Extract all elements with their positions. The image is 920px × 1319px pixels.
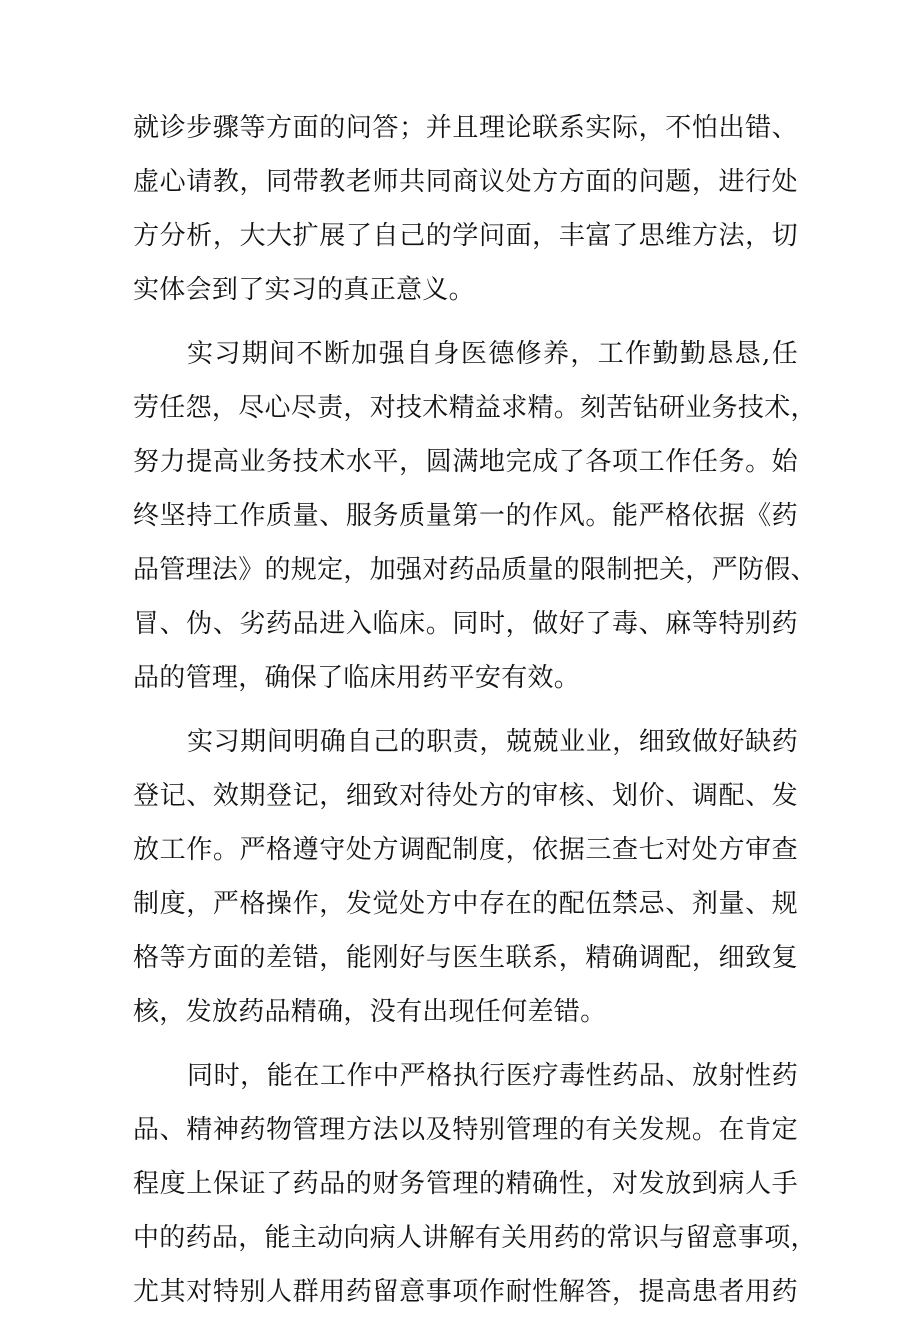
text-line: 尤其对特别人群用药留意事项作耐性解答，提高患者用药 [133,1277,798,1307]
paragraph-4 [133,1049,817,1319]
text-line: 劳任怨，尽心尽责，对技术精益求精。刻苦钻研业务技术， [133,393,817,423]
text-line: 制度，严格操作，发觉处方中存在的配伍禁忌、剂量、规 [133,889,798,919]
paragraph-3 [133,715,798,1039]
text-line: 实习期间明确自己的职责，兢兢业业，细致做好缺药 [187,727,798,757]
text-line: 方分析，大大扩展了自己的学问面，丰富了思维方法，切 [133,221,798,251]
document-body [133,101,817,1319]
text-line: 实习期间不断加强自身医德修养，工作勤勤恳恳,任 [187,339,798,369]
text-line: 同时，能在工作中严格执行医疗毒性药品、放射性药 [187,1061,798,1091]
text-line: 品、精神药物管理方法以及特别管理的有关发规。在肯定 [133,1115,798,1145]
text-line: 就诊步骤等方面的问答；并且理论联系实际，不怕出错、 [133,113,798,143]
text-line: 虚心请教，同带教老师共同商议处方方面的问题，进行处 [133,167,798,197]
text-line: 程度上保证了药品的财务管理的精确性，对发放到病人手 [133,1169,798,1199]
text-line: 实体会到了实习的真正意义。 [133,275,475,305]
text-line: 核，发放药品精确，没有出现任何差错。 [133,997,607,1027]
text-line: 品管理法》的规定，加强对药品质量的限制把关，严防假、 [133,555,817,585]
text-line: 中的药品，能主动向病人讲解有关用药的常识与留意事项， [133,1223,817,1253]
text-line: 放工作。严格遵守处方调配制度，依据三查七对处方审查 [133,835,798,865]
text-line: 努力提高业务技术水平，圆满地完成了各项工作任务。始 [133,447,798,477]
text-line: 品的管理，确保了临床用药平安有效。 [133,663,581,693]
paragraph-2 [133,327,817,705]
text-line: 格等方面的差错，能刚好与医生联系，精确调配，细致复 [133,943,798,973]
text-line: 登记、效期登记，细致对待处方的审核、划价、调配、发 [133,781,798,811]
text-line: 终坚持工作质量、服务质量第一的作风。能严格依据《药 [133,501,798,531]
text-line: 冒、伪、劣药品进入临床。同时，做好了毒、麻等特别药 [133,609,798,639]
paragraph-1 [133,101,798,317]
